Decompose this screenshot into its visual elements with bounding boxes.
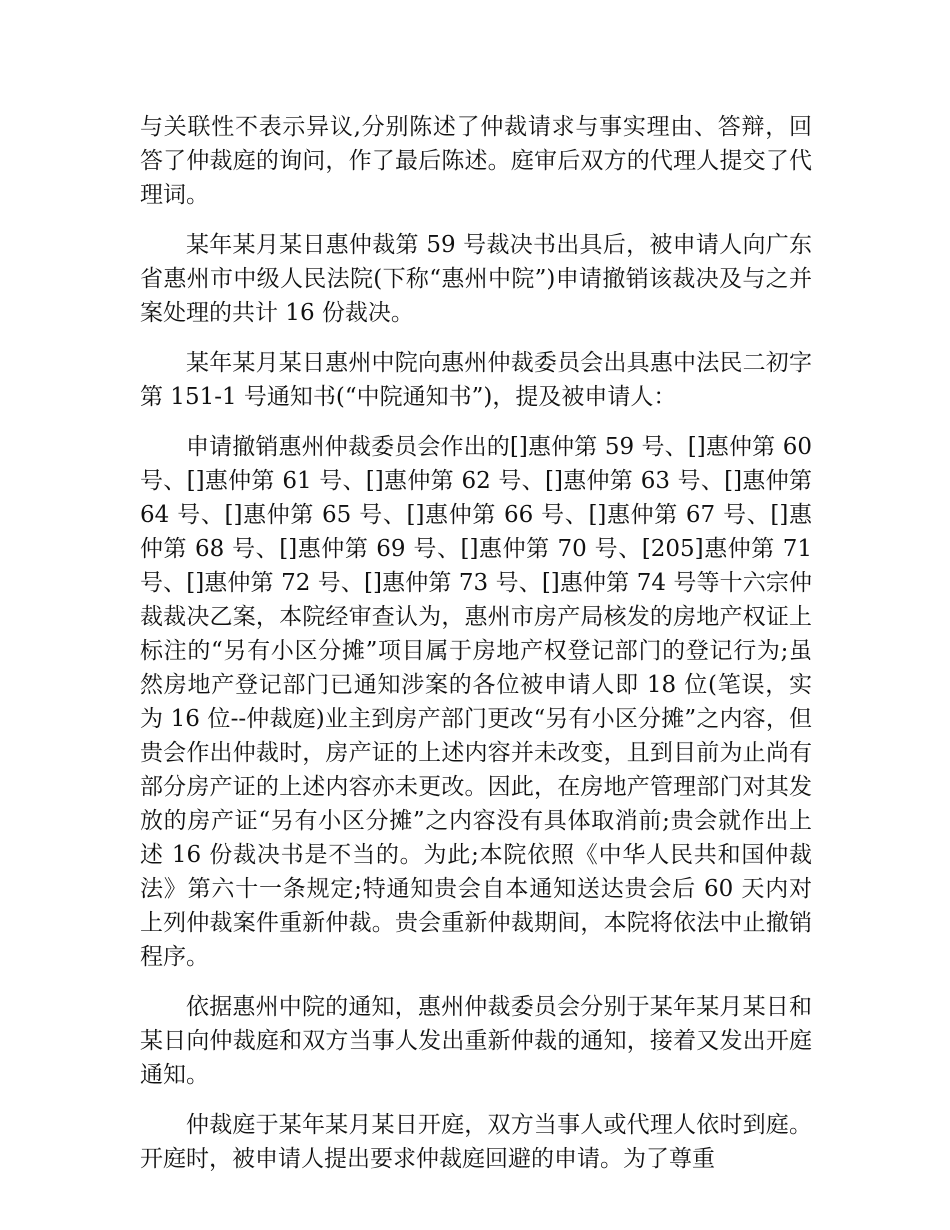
document-page bbox=[140, 110, 812, 1192]
paragraph-3: 某年某月某日惠州中院向惠州仲裁委员会出具惠中法民二初字第 151-1 号通知书(“中院通知书”)，提及被申请人： bbox=[140, 350, 812, 410]
paragraph-2: 某年某月某日惠仲裁第 59 号裁决书出具后，被申请人向广东省惠州市中级人民法院(下称“惠州中院”)申请撤销该裁决及与之并案处理的共计 16 份裁决。 bbox=[140, 232, 812, 326]
paragraph-4-quoted-notice: 申请撤销惠州仲裁委员会作出的[]惠仲第 59 号、[]惠仲第 60 号、[]惠仲第 61 号、[]惠仲第 62 号、[]惠仲第 63 号、[]惠仲第 64 号、[]惠仲第 65 号、[]惠仲第 66 号、[]惠仲第 67 号、[]惠仲第 68 号、[]惠仲第 69 号、[]惠仲第 70 号、[205]惠仲第 71 号、[]惠仲第 72 号、[]惠仲第 73 号、[]惠仲第 74 号等十六宗仲裁裁决乙案，本院经审查认为，惠州市房产局核发的房地产权证上标注的“另有小区分摊”项目属于房地产权登记部门的登记行为;虽然房地产登记部门已通知涉案的各位被申请人即 18 位(笔误，实为 16 位--仲裁庭)业主到房产部门更改“另有小区分摊”之内容，但贵会作出仲裁时，房产证的上述内容并未改变，且到目前为止尚有部分房产证的上述内容亦未更改。因此，在房地产管理部门对其发放的房产证“另有小区分摊”之内容没有具体取消前;贵会就作出上述 16 份裁决书是不当的。为此;本院依照《中华人民共和国仲裁法》第六十一条规定;特通知贵会自本通知送达贵会后 60 天内对上列仲裁案件重新仲裁。贵会重新仲裁期间，本院将依法中止撤销程序。 bbox=[140, 434, 812, 970]
paragraph-1: 与关联性不表示异议,分别陈述了仲裁请求与事实理由、答辩，回答了仲裁庭的询问，作了最后陈述。庭审后双方的代理人提交了代理词。 bbox=[140, 114, 812, 208]
paragraph-5: 依据惠州中院的通知，惠州仲裁委员会分别于某年某月某日和某日向仲裁庭和双方当事人发出重新仲裁的通知，接着又发出开庭通知。 bbox=[140, 994, 812, 1088]
paragraph-6: 仲裁庭于某年某月某日开庭，双方当事人或代理人依时到庭。开庭时，被申请人提出要求仲裁庭回避的申请。为了尊重 bbox=[140, 1112, 812, 1172]
